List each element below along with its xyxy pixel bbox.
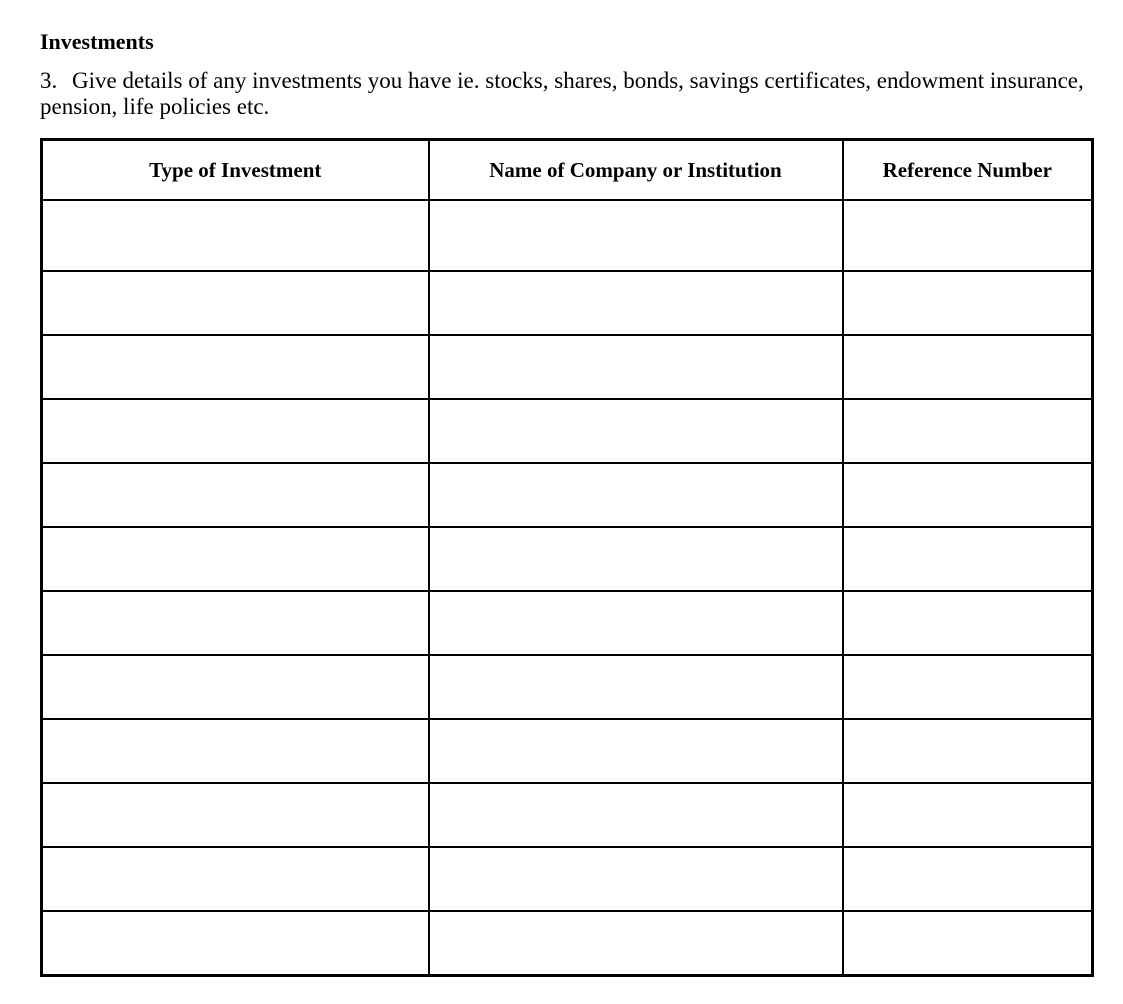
cell-value[interactable] [43,720,428,782]
cell-value[interactable] [43,592,428,654]
reference-number-cell[interactable] [843,783,1093,847]
table-row [42,527,1093,591]
table-row [42,655,1093,719]
cell-value[interactable] [43,656,428,718]
company-name-cell[interactable] [429,719,843,783]
company-name-cell[interactable] [429,655,843,719]
type-of-investment-cell[interactable] [42,591,429,655]
type-of-investment-cell[interactable] [42,335,429,399]
reference-number-cell[interactable] [843,335,1093,399]
cell-value[interactable] [43,528,428,590]
type-of-investment-cell[interactable] [42,463,429,527]
table-row [42,847,1093,911]
type-of-investment-cell[interactable] [42,200,429,271]
reference-number-cell[interactable] [843,847,1093,911]
investments-table [40,138,1094,977]
cell-value[interactable] [844,592,1092,654]
question-text [40,68,1100,120]
company-name-cell[interactable] [429,591,843,655]
reference-number-cell[interactable] [843,911,1093,976]
type-of-investment-cell[interactable] [42,911,429,976]
cell-value[interactable] [43,784,428,846]
cell-value[interactable] [844,912,1092,974]
company-name-cell[interactable] [429,783,843,847]
reference-number-cell[interactable] [843,655,1093,719]
cell-value[interactable] [430,912,842,974]
header-reference-number: Reference Number [843,140,1093,201]
question-body: Give details of any investments you have ie. stocks, shares, bonds, savings certificates, endowment insurance, pension, life policies etc. [40,68,1084,119]
section-title: Investments [40,29,154,54]
table-row [42,783,1093,847]
cell-value[interactable] [844,656,1092,718]
reference-number-cell[interactable] [843,399,1093,463]
company-name-cell[interactable] [429,200,843,271]
table-row [42,335,1093,399]
cell-value[interactable] [430,400,842,462]
table-row [42,200,1093,271]
type-of-investment-cell[interactable] [42,399,429,463]
type-of-investment-cell[interactable] [42,719,429,783]
header-company-name: Name of Company or Institution [429,140,843,201]
company-name-cell[interactable] [429,335,843,399]
cell-value[interactable] [430,528,842,590]
company-name-cell[interactable] [429,463,843,527]
company-name-cell[interactable] [429,911,843,976]
type-of-investment-cell[interactable] [42,847,429,911]
cell-value[interactable] [844,784,1092,846]
cell-value[interactable] [43,272,428,334]
reference-number-cell[interactable] [843,591,1093,655]
cell-value[interactable] [844,528,1092,590]
table-header-row [42,140,1093,201]
reference-number-cell[interactable] [843,527,1093,591]
cell-value[interactable] [430,336,842,398]
cell-value[interactable] [844,464,1092,526]
cell-value[interactable] [430,784,842,846]
cell-value[interactable] [844,272,1092,334]
table-row [42,591,1093,655]
cell-value[interactable] [430,272,842,334]
type-of-investment-cell[interactable] [42,783,429,847]
cell-value[interactable] [43,400,428,462]
company-name-cell[interactable] [429,847,843,911]
cell-value[interactable] [844,201,1092,270]
cell-value[interactable] [430,656,842,718]
company-name-cell[interactable] [429,399,843,463]
cell-value[interactable] [430,720,842,782]
type-of-investment-cell[interactable] [42,271,429,335]
cell-value[interactable] [844,848,1092,910]
type-of-investment-cell[interactable] [42,655,429,719]
reference-number-cell[interactable] [843,200,1093,271]
cell-value[interactable] [43,912,428,974]
cell-value[interactable] [43,464,428,526]
cell-value[interactable] [430,464,842,526]
reference-number-cell[interactable] [843,271,1093,335]
cell-value[interactable] [844,336,1092,398]
reference-number-cell[interactable] [843,719,1093,783]
cell-value[interactable] [43,848,428,910]
table-body [42,200,1093,976]
cell-value[interactable] [844,720,1092,782]
cell-value[interactable] [430,592,842,654]
cell-value[interactable] [43,201,428,270]
table-row [42,719,1093,783]
header-type-of-investment: Type of Investment [42,140,429,201]
cell-value[interactable] [430,201,842,270]
company-name-cell[interactable] [429,527,843,591]
table-row [42,399,1093,463]
company-name-cell[interactable] [429,271,843,335]
question-number: 3. [40,68,58,93]
table-row [42,911,1093,976]
table-row [42,271,1093,335]
cell-value[interactable] [430,848,842,910]
table-row [42,463,1093,527]
cell-value[interactable] [844,400,1092,462]
reference-number-cell[interactable] [843,463,1093,527]
type-of-investment-cell[interactable] [42,527,429,591]
cell-value[interactable] [43,336,428,398]
